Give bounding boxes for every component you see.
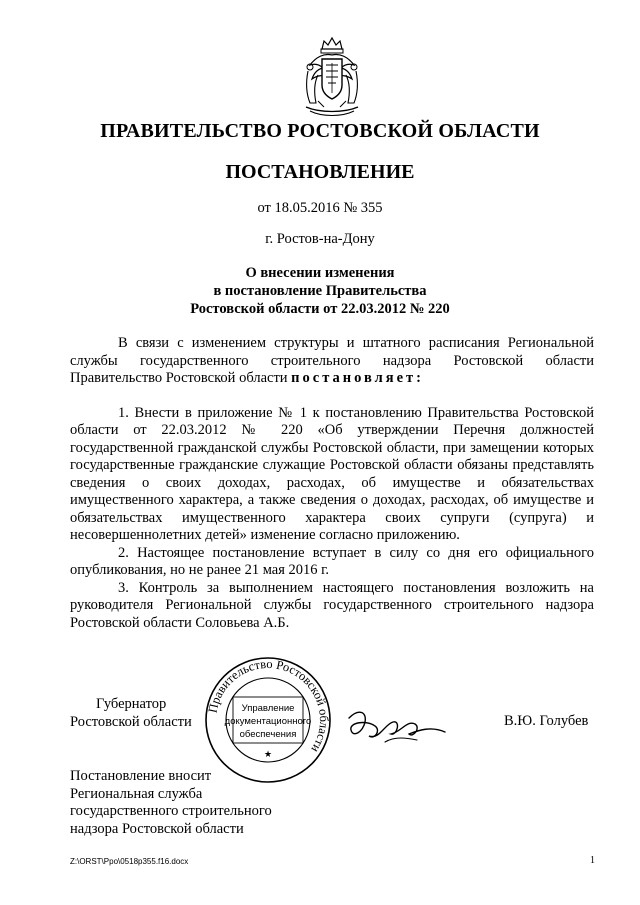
official-stamp [203,655,333,785]
governor-title-line-2: Ростовской области [70,714,192,730]
svg-text:★: ★ [263,749,273,759]
decree-word: постановляет: [291,370,425,386]
preamble-text: В связи с изменением структуры и штатного расписания Региональной службы государственного строительного надзора Ростовской области Правительство Ростовской области [70,335,594,386]
date-and-number: от 18.05.2016 № 355 [257,200,383,216]
preamble-paragraph [70,335,594,388]
stamp-inner-line-3: обеспечения [239,729,297,740]
item-2-paragraph: 2. Настоящее постановление вступает в силу со дня его официального опубликования, но не ранее 21 мая 2016 г. [70,544,594,578]
document-body [70,335,594,632]
submitter-line-3: государственного строительного [70,803,272,819]
coat-of-arms-icon [296,35,368,119]
governor-title-line-1: Губернатор [96,696,167,712]
governor-title [70,695,192,731]
submitter-block [70,768,272,838]
city-line: г. Ростов-на-Дону [265,231,375,247]
document-type-heading: ПОСТАНОВЛЕНИЕ [225,161,415,183]
submitter-line-4: надзора Ростовской области [70,820,244,837]
subject-line-2: в постановление Правительства [213,283,427,299]
page-number: 1 [590,855,595,866]
stamp-inner-line-2: документационного [224,716,312,727]
item-3-paragraph: 3. Контроль за выполнением настоящего постановления возложить на руководителя Региональной службы государственного строительного надзора Ростовской области Соловьева А.Б. [70,579,594,631]
subject-line-1: О внесении изменения [245,265,395,281]
governor-name: В.Ю. Голубев [504,713,589,729]
submitter-line-1: Постановление вносит [70,768,212,784]
document-subject [0,264,640,318]
handwritten-signature [345,706,455,751]
stamp-inner-line-1: Управление [241,703,295,714]
organization-title: ПРАВИТЕЛЬСТВО РОСТОВСКОЙ ОБЛАСТИ [100,120,540,142]
subject-line-3: Ростовской области от 22.03.2012 № 220 [190,301,450,317]
file-path-footer: Z:\ORST\Ppo\0518p355.f16.docx [70,857,189,866]
submitter-line-2: Региональная служба [70,785,203,802]
item-1-paragraph: 1. Внести в приложение № 1 к постановлению Правительства Ростовской области от 22.03.2012 № 220 «Об утверждении Перечня должностей государственной гражданской службы Ростовской области, при замещении которых государственные гражданские служащие Ростовской области обязаны представлять сведения о своих доходах, расходах, об имуществе и обязательствах имущественного характера, а также сведения о доходах, расходах, об имуществе и обязательствах имущественного характера своих супруги (супруга) и несовершеннолетних детей» изменение согласно приложению. [70,404,594,543]
stamp-outer-text: Правительство Ростовской области [205,656,332,756]
